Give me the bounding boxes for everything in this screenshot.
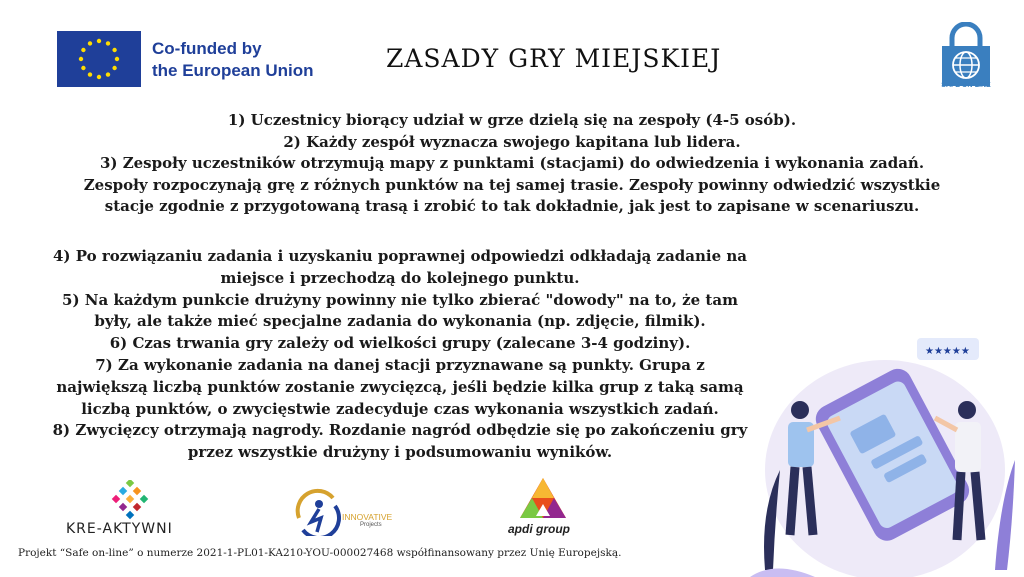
- rule-line: stacje zgodnie z przygotowaną trasą i zrobić to tak dokładnie, jak jest to zapisane w scenariuszu.: [104, 197, 920, 215]
- innovative-logo-subtext: Projects: [360, 522, 382, 528]
- rule-line: 1) Uczestnicy biorący udział w grze dzielą się na zespoły (4-5 osób).: [227, 111, 797, 129]
- rules-bottom-block: [20, 246, 780, 464]
- kre-aktywni-logo-text: KRE-AKTYWNI: [66, 521, 173, 537]
- apdi-group-logo-icon: [520, 478, 566, 518]
- eu-flag-logo: [57, 31, 141, 87]
- page-title: ZASADY GRY MIEJSKIEJ: [386, 44, 722, 73]
- kre-aktywni-logo-icon: [108, 480, 152, 522]
- rule-line: 3) Zespoły uczestników otrzymują mapy z punktami (stacjami) do odwiedzenia i wykonania zadań.: [99, 154, 925, 172]
- rule-line: były, ale także mieć specjalne zadania do wykonania (np. zdjęcie, filmik).: [94, 312, 706, 331]
- eu-line-1: Co-funded by: [152, 39, 262, 58]
- rule-line: miejsce i przechodzą do kolejnego punktu.: [220, 268, 580, 287]
- rule-line: 2) Każdy zespół wyznacza swojego kapitana lub lidera.: [283, 132, 741, 151]
- innovative-projects-logo-icon: [293, 488, 341, 536]
- eu-stars-icon: [57, 31, 141, 87]
- rule-line: największą liczbą punktów zostanie zwycięzcą, jeśli będzie kilka grup z taką samą: [56, 377, 744, 396]
- rules-top-block: [20, 110, 1004, 218]
- rule-line: 6) Czas trwania gry zależy od wielkości grupy (zalecane 3-4 godziny).: [109, 334, 691, 353]
- rule-line: przez wszystkie drużyny i podsumowaniu wyników.: [187, 443, 613, 462]
- innovative-logo-text: INNOVATIVE: [342, 512, 393, 522]
- rule-line: 5) Na każdym punkcie drużyny powinny nie tylko zbierać "dowody" na to, że tam: [62, 290, 738, 309]
- rule-line: 4) Po rozwiązaniu zadania i uzyskaniu poprawnej odpowiedzi odkładają zadanie na: [53, 247, 747, 265]
- eu-cofunded-text: [152, 38, 314, 82]
- apdi-group-logo-text: apdi group: [508, 522, 570, 536]
- rule-line: Zespoły rozpoczynają grę z różnych punktów na tej samej trasie. Zespoły powinny odwiedzić wszystkie: [83, 175, 941, 194]
- rule-line: 7) Za wykonanie zadania na danej stacji przyznawane są punkty. Grupa z: [95, 355, 705, 374]
- rule-line: 8) Zwycięzcy otrzymają nagrody. Rozdanie nagród odbędzie się po zakończeniu gry: [52, 421, 748, 440]
- svg-text:★★★★★: ★★★★★: [925, 346, 970, 357]
- footer-funding-note: Projekt “Safe on-line” o numerze 2021-1-PL01-KA210-YOU-000027468 współfinansowany przez Unię Europejską.: [18, 547, 622, 559]
- rule-line: liczbą punktów, o zwycięstwie zadecyduje czas wykonania wszystkich zadań.: [81, 399, 719, 418]
- eu-line-2: the European Union: [152, 61, 314, 80]
- safe-logo-caption: SAFE ON-LINE: [941, 82, 991, 89]
- phone-people-illustration: [745, 330, 1024, 577]
